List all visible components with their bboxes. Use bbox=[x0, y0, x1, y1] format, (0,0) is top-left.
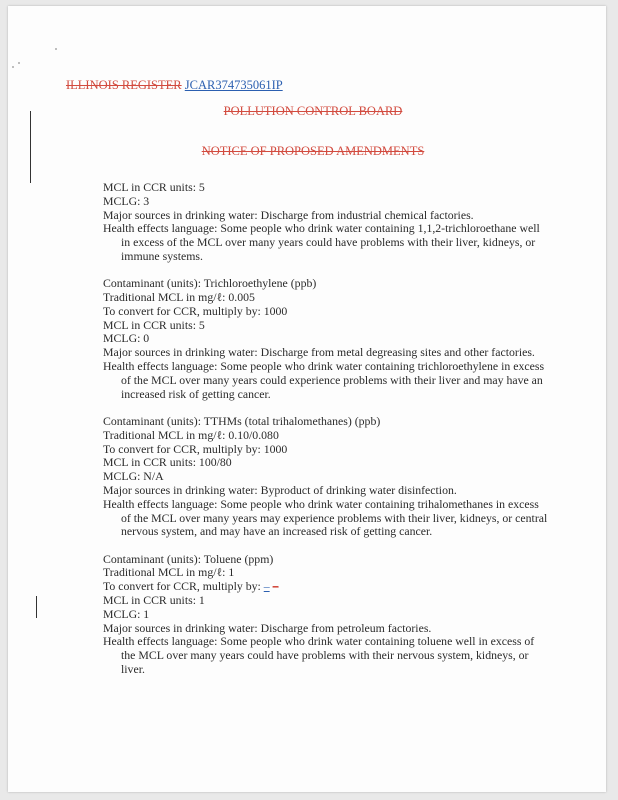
text-line: MCLG: 0 bbox=[103, 331, 150, 346]
text-line: Traditional MCL in mg/ℓ: 0.10/0.080 bbox=[103, 427, 279, 442]
register-header bbox=[66, 78, 283, 93]
text-line: Traditional MCL in mg/ℓ: 1 bbox=[103, 565, 235, 580]
text-line: Major sources in drinking water: Discharge from metal degreasing sites and other factories. bbox=[103, 345, 535, 360]
text-line: Contaminant (units): TTHMs (total trihalomethanes) (ppb) bbox=[103, 413, 381, 428]
text-line: MCL in CCR units: 100/80 bbox=[103, 455, 232, 470]
scan-speck bbox=[18, 62, 20, 64]
document-body bbox=[103, 181, 548, 677]
text-line-convert bbox=[103, 580, 548, 594]
text-line: Major sources in drinking water: Discharge from industrial chemical factories. bbox=[103, 207, 474, 222]
notice-struck-text: NOTICE OF PROPOSED AMENDMENTS bbox=[201, 144, 425, 158]
notice-title bbox=[14, 144, 612, 159]
scan-speck bbox=[12, 66, 14, 68]
text-line: Health effects language: Some people who drink water containing trihalomethanes in excess of the MCL over many years may experience problems with their liver, kidneys, or central nervous system, and may have an increased risk of getting cancer. bbox=[103, 496, 548, 539]
text-line: Contaminant (units): Trichloroethylene (ppb) bbox=[103, 276, 317, 291]
board-struck-text: POLLUTION CONTROL BOARD bbox=[223, 104, 403, 118]
text-line: MCL in CCR units: 1 bbox=[103, 593, 205, 608]
text-line: To convert for CCR, multiply by: 1000 bbox=[103, 303, 288, 318]
board-title bbox=[14, 104, 612, 119]
text-line: MCL in CCR units: 5 bbox=[103, 317, 205, 332]
text-line: Contaminant (units): Toluene (ppm) bbox=[103, 551, 274, 566]
text-line: Health effects language: Some people who drink water containing trichloroethylene in excess of the MCL over many years could experience problems with their liver and may have an increased risk of getting cancer. bbox=[103, 359, 545, 401]
struck-mark: – bbox=[272, 579, 279, 594]
scan-speck bbox=[55, 48, 57, 50]
text-line: MCLG: 3 bbox=[103, 193, 150, 208]
text-line: Traditional MCL in mg/ℓ: 0.005 bbox=[103, 290, 255, 305]
jcar-code: JCAR374735061IP bbox=[184, 78, 283, 92]
text-line: MCLG: N/A bbox=[103, 469, 164, 484]
change-bar bbox=[36, 596, 37, 618]
convert-label: To convert for CCR, multiply by: bbox=[103, 579, 261, 594]
text-line: MCLG: 1 bbox=[103, 606, 150, 621]
text-line: Major sources in drinking water: Byproduct of drinking water disinfection. bbox=[103, 482, 457, 497]
text-line: To convert for CCR, multiply by: 1000 bbox=[103, 441, 288, 456]
inserted-mark: – bbox=[263, 579, 270, 594]
text-line: Major sources in drinking water: Discharge from petroleum factories. bbox=[103, 620, 432, 635]
register-struck-text: ILLINOIS REGISTER bbox=[66, 78, 182, 92]
text-line: Health effects language: Some people who drink water containing toluene well in excess of the MCL over many years could have problems with their nervous system, kidneys, or liver. bbox=[103, 634, 535, 676]
text-line: Health effects language: Some people who drink water containing 1,1,2-trichloroethane well in excess of the MCL over many years could have problems with their liver, kidneys, or immune systems. bbox=[103, 221, 540, 263]
text-line: MCL in CCR units: 5 bbox=[103, 180, 205, 194]
document-page bbox=[8, 6, 606, 792]
